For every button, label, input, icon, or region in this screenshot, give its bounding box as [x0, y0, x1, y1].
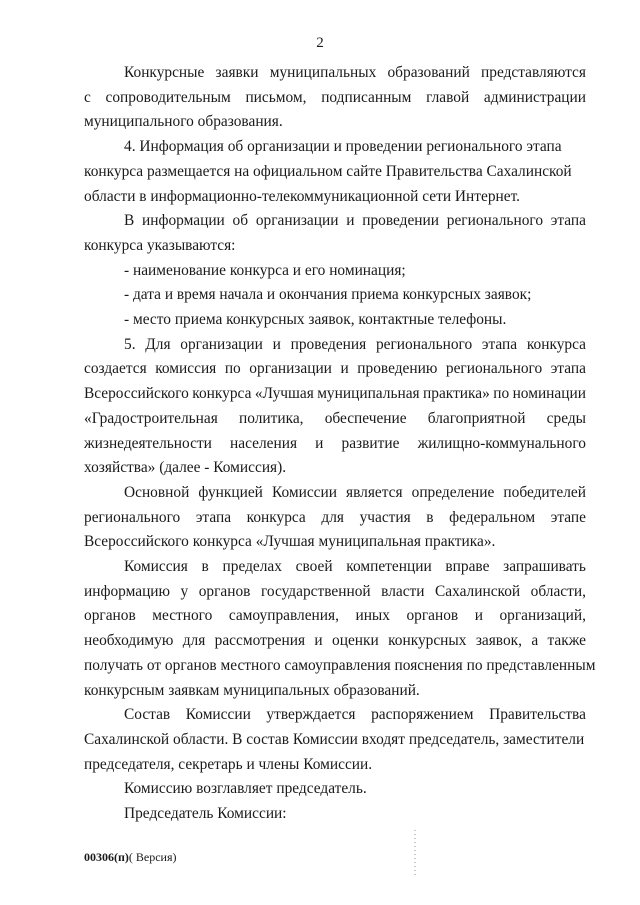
word: Всероссийского конкурса «Лучшая муниципальная практика».	[84, 533, 496, 551]
word: организации	[249, 360, 332, 378]
word: и	[346, 212, 355, 230]
word: В	[124, 212, 135, 230]
text-line	[84, 357, 586, 382]
word: и	[340, 360, 349, 378]
word: конкурса указываются:	[84, 236, 236, 254]
word: Основной	[124, 483, 190, 501]
paragraph	[84, 777, 586, 802]
word: и	[474, 607, 483, 625]
paragraph	[84, 209, 586, 258]
word: области,	[530, 582, 586, 600]
word: регионального	[375, 335, 473, 353]
text-line	[84, 703, 586, 728]
word: Комиссия	[124, 558, 188, 576]
text-line	[84, 506, 586, 531]
document-code: 00306(п)	[84, 850, 129, 864]
word: 5.	[124, 335, 136, 353]
word: оценки	[332, 632, 379, 650]
paragraph	[84, 135, 586, 209]
word: этапе	[550, 508, 586, 526]
word: а	[531, 632, 539, 650]
word: и	[314, 632, 323, 650]
word: этапа	[550, 360, 586, 378]
word: информацию	[84, 582, 171, 600]
word: и	[272, 335, 281, 353]
list-item: - место приема конкурсных заявок, контактные телефоны.	[124, 311, 507, 329]
text-line	[84, 234, 586, 259]
word: Правительства	[489, 706, 586, 724]
word: власти	[381, 582, 425, 600]
text-line	[84, 555, 586, 580]
word: получать от органов местного самоуправления пояснения по представленным	[84, 656, 596, 674]
word: с	[84, 88, 91, 106]
word: по	[224, 360, 241, 378]
word: Сахалинской области. В состав Комиссии входят председатель, заместители	[84, 730, 585, 748]
word: политика,	[239, 409, 304, 427]
word: необходимую	[84, 632, 174, 650]
text-line	[84, 777, 586, 802]
word: проведения	[290, 335, 367, 353]
word: благоприятной	[427, 409, 526, 427]
text-line	[84, 456, 586, 481]
word: Для	[145, 335, 171, 353]
word: обеспечение	[324, 409, 407, 427]
word: функцией	[198, 483, 263, 501]
word: регионального	[84, 508, 181, 526]
word: регионального	[445, 360, 543, 378]
word: местного	[152, 607, 213, 625]
word: государственной	[260, 582, 371, 600]
word: жилищно-коммунального	[417, 434, 586, 452]
paragraph	[84, 802, 586, 827]
word: практика»	[423, 385, 490, 403]
text-line	[84, 382, 586, 407]
paragraph	[84, 61, 586, 135]
word: организации	[180, 335, 263, 353]
word: Председатель Комиссии:	[124, 805, 287, 823]
word: пределах	[222, 558, 282, 576]
text-line	[84, 654, 596, 679]
word: в	[201, 558, 209, 576]
word: «Градостроительная	[84, 409, 218, 427]
word: конкурсным заявкам муниципальных образований.	[84, 681, 420, 699]
word: распоряжением	[371, 706, 474, 724]
word: для	[182, 632, 206, 650]
text-line	[84, 135, 586, 160]
text-line	[84, 185, 586, 210]
word: конкурса	[192, 385, 252, 403]
word: Всероссийского	[84, 385, 189, 403]
word: участия	[359, 508, 411, 526]
word: своей	[295, 558, 333, 576]
word: Комиссию возглавляет председатель.	[124, 780, 367, 798]
word: органов	[406, 607, 459, 625]
text-line	[84, 530, 586, 555]
word: образований	[387, 64, 470, 81]
document-version: ( Версия)	[128, 850, 177, 864]
word: муниципального образования.	[84, 113, 283, 131]
word: органов	[84, 607, 136, 625]
word: самоуправления,	[228, 607, 339, 625]
word: этапа	[195, 508, 232, 526]
word: органов	[198, 582, 251, 600]
word: проведении	[362, 212, 440, 230]
word: иных	[355, 607, 390, 625]
word: председателя, секретарь и члены Комиссии.	[84, 755, 373, 773]
word: муниципальная	[317, 385, 420, 403]
word: победителей	[503, 483, 586, 501]
text-line	[84, 679, 586, 704]
word: утверждается	[266, 706, 356, 724]
list-item: - дата и время начала и окончания приема конкурсных заявок;	[124, 286, 532, 304]
word: в	[426, 508, 434, 526]
word: сопроводительным	[105, 88, 231, 106]
word: этапа	[550, 212, 586, 230]
word: информации	[142, 212, 225, 230]
word: запрашивать	[503, 558, 586, 576]
word: является	[346, 483, 403, 501]
word: подписанным	[321, 88, 412, 106]
paragraph	[84, 333, 586, 481]
text-line	[84, 753, 586, 778]
word: области в информационно-телекоммуникационной сети Интернет.	[84, 187, 520, 205]
word: компетенции	[346, 558, 432, 576]
word: Сахалинской	[434, 582, 521, 600]
text-line	[84, 432, 586, 457]
paragraph	[84, 555, 596, 703]
paragraph	[84, 703, 586, 777]
paragraph	[84, 481, 586, 555]
word: у	[180, 582, 189, 600]
word: заявки	[215, 64, 259, 81]
text-line	[84, 604, 586, 629]
word: Конкурсные	[124, 64, 205, 81]
word: Состав	[124, 706, 171, 724]
word: регионального	[446, 212, 544, 230]
word: по	[493, 385, 510, 403]
word: конкурсных	[388, 632, 467, 650]
word: конкурса размещается на официальном сайте Правительства Сахалинской	[84, 162, 572, 180]
word: для	[321, 508, 344, 526]
text-line	[84, 481, 586, 506]
text-line	[84, 209, 586, 234]
word: хозяйства» (далее - Комиссия).	[84, 459, 287, 477]
document-body	[84, 61, 596, 827]
word: Комиссии	[271, 483, 337, 501]
word: номинации	[512, 385, 586, 403]
text-line	[84, 86, 586, 111]
word: 4. Информация об организации и проведении регионального этапа	[124, 138, 562, 156]
word: населения	[230, 434, 298, 452]
text-line	[84, 629, 586, 654]
text-line	[84, 802, 586, 827]
text-line	[84, 580, 586, 605]
word: об	[232, 212, 249, 230]
word: письмом,	[245, 88, 307, 106]
text-line	[84, 61, 586, 86]
word: конкурса	[526, 335, 586, 353]
page-number: 2	[316, 35, 324, 51]
word: этапа	[481, 335, 518, 353]
word: организации	[255, 212, 339, 230]
text-line	[84, 110, 586, 135]
word: развитие	[341, 434, 400, 452]
word: проведению	[357, 360, 438, 378]
scan-artifact	[414, 830, 416, 878]
text-line	[84, 728, 586, 753]
word: представляются	[481, 64, 586, 81]
word: Комиссии	[185, 706, 251, 724]
word: организаций,	[499, 607, 586, 625]
text-line	[84, 333, 586, 358]
word: заявок,	[475, 632, 522, 650]
word: администрации	[483, 88, 586, 106]
list-item: - наименование конкурса и его номинация;	[124, 261, 406, 279]
word: и	[315, 434, 324, 452]
word: конкурса	[246, 508, 306, 526]
document-footer	[84, 850, 177, 864]
word: главой	[426, 88, 470, 106]
word: вправе	[445, 558, 490, 576]
word: создается	[84, 360, 147, 378]
word: определение	[411, 483, 495, 501]
word: федеральном	[449, 508, 536, 526]
word: также	[547, 632, 586, 650]
word: жизнедеятельности	[84, 434, 212, 452]
text-line	[84, 407, 586, 432]
word: среды	[546, 409, 586, 427]
word: муниципальных	[269, 64, 377, 81]
text-line	[84, 160, 586, 185]
word: комиссия	[155, 360, 217, 378]
word: «Лучшая	[254, 385, 314, 403]
word: рассмотрения	[214, 632, 306, 650]
